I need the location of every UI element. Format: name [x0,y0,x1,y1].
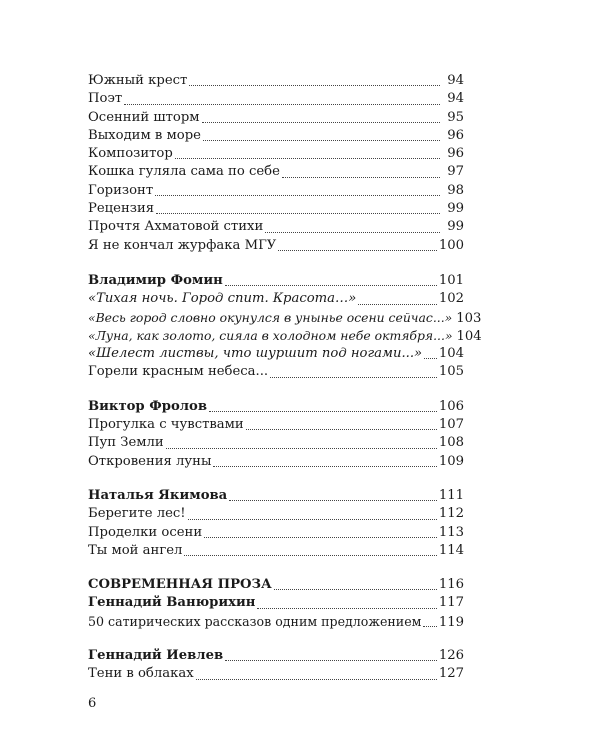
toc-entry-gorizont[interactable] [88,182,464,200]
toc-entry-page: 94 [447,91,464,107]
leader-dots [184,554,436,556]
toc-entry-retsenziya[interactable] [88,200,464,218]
toc-entry-tikhaya-noch[interactable] [88,290,464,308]
toc-entry-page: 101 [438,272,464,288]
toc-entry-title: Наталья Якимова [88,487,228,503]
toc-entry-50-rasskazov[interactable] [88,613,464,631]
toc-entry-page: 95 [447,109,464,125]
leader-dots [424,357,437,359]
leader-dots [229,499,437,501]
toc-entry-title: Горели красным небеса... [88,364,269,380]
toc-entry-title: Южный крест [88,73,188,88]
toc-entry-shelest[interactable] [88,345,464,363]
toc-entry-title: Откровения луны [88,453,212,469]
leader-dots [188,518,437,520]
section-gap [88,255,464,272]
toc-author-vanyurikhin[interactable] [88,594,464,612]
toc-entry-page: 97 [447,164,464,180]
leader-dots [225,284,437,286]
leader-dots [282,176,440,178]
toc-entry-title: Осенний шторм [88,109,200,125]
leader-dots [423,625,436,627]
toc-entry-ves-gorod[interactable] [88,309,482,327]
toc-entry-vykhodim-v-more[interactable] [88,127,464,145]
leader-dots [274,588,437,590]
leader-dots [202,121,440,123]
toc-entry-title: Тени в облаках [88,666,194,682]
leader-dots [124,103,440,105]
toc-entry-title: Прочтя Ахматовой стихи [88,219,264,235]
toc-entry-page: 112 [438,506,464,522]
toc-entry-title: Виктор Фролов [88,398,208,414]
toc-entry-page: 103 [456,310,482,326]
leader-dots [278,249,437,251]
toc-entry-page: 119 [438,614,464,630]
toc-entry-luna[interactable] [88,327,482,345]
toc-entry-title: Ты мой ангел [88,542,183,558]
toc-entry-page: 106 [438,398,464,414]
toc-entry-koshka[interactable] [88,163,464,181]
toc-entry-title: Рецензия [88,201,155,217]
toc-entry-osenniy-shtorm[interactable] [88,109,464,127]
leader-dots [204,536,437,538]
toc-entry-page: 94 [447,73,464,88]
toc-entry-page: 113 [438,524,464,540]
toc-entry-page: 100 [438,237,464,253]
toc-entry-page: 102 [438,291,464,307]
toc-entry-prochtya[interactable] [88,218,464,236]
toc-entry-page: 98 [447,182,464,198]
toc-entry-title: Кошка гуляла сама по себе [88,164,280,180]
toc-entry-page: 104 [438,346,464,362]
toc-entry-page: 109 [438,453,464,469]
toc-entry-kompozitor[interactable] [88,145,464,163]
toc-entry-pup-zemli[interactable] [88,434,464,452]
toc-entry-title: Я не кончал журфака МГУ [88,237,277,253]
toc-entry-beregite-les[interactable] [88,505,464,523]
toc-entry-title: Пуп Земли [88,435,164,451]
leader-dots [203,139,440,141]
toc-entry-page: 111 [438,487,464,503]
toc-entry-title: Горизонт [88,182,154,198]
toc-entry-otkroveniya[interactable] [88,453,464,471]
toc-entry-title: «Луна, как золото, сияла в холодном небе октября...» [88,327,453,343]
leader-dots [225,659,437,661]
toc-entry-title: Проделки осени [88,524,203,540]
toc-entry-poet[interactable] [88,90,464,108]
toc-entry-title: Прогулка с чувствами [88,417,244,433]
toc-author-frolov[interactable] [88,398,464,416]
toc-entry-prodelki-oseni[interactable] [88,524,464,542]
leader-dots [265,231,440,233]
leader-dots [156,212,440,214]
toc-author-yakimova[interactable] [88,487,464,505]
toc-entry-page: 107 [438,417,464,433]
toc-entry-title: «Шелест листвы, что шуршит под ногами...» [88,346,423,362]
leader-dots [358,303,437,305]
page-number: 6 [88,696,97,711]
leader-dots [175,157,440,159]
toc-entry-page: 99 [447,201,464,217]
leader-dots [166,447,437,449]
toc-entry-page: 117 [438,595,464,611]
section-gap [88,631,464,647]
toc-entry-title: Берегите лес! [88,506,186,522]
toc-entry-title: «Весь город словно окунулся в унынье осени сейчас...» [88,309,453,325]
toc-entry-page: 127 [438,666,464,682]
toc-entry-page: 104 [456,328,482,344]
toc-entry-page: 108 [438,435,464,451]
toc-entry-page: 116 [438,577,464,593]
toc-entry-zhurfak[interactable] [88,237,464,255]
toc-entry-title: Поэт [88,91,123,107]
toc-entry-page: 126 [438,648,464,664]
leader-dots [213,465,436,467]
toc-entry-page: 105 [438,364,464,380]
section-gap [88,560,464,576]
toc-entry-title: Композитор [88,146,173,162]
toc-entry-title: Выходим в море [88,127,201,143]
toc-entry-page: 96 [447,146,464,162]
leader-dots [246,428,437,430]
toc-entry-ty-moy-angel[interactable] [88,542,464,560]
leader-dots [155,194,440,196]
leader-dots [196,678,437,680]
toc-entry-goreli[interactable] [88,363,464,381]
toc-entry-title: Геннадий Иевлев [88,648,224,664]
toc-author-fomin[interactable] [88,272,464,290]
leader-dots [270,376,437,378]
toc-entry-progulka[interactable] [88,416,464,434]
toc-section-sovremennaya-proza[interactable] [88,576,464,594]
toc-entry-page: 99 [447,219,464,235]
toc-entry-yuzhny-krest[interactable] [88,72,464,90]
leader-dots [209,410,437,412]
toc-entry-title: СОВРЕМЕННАЯ ПРОЗА [88,577,272,593]
toc-entry-page: 114 [438,542,464,558]
toc-entry-title: Геннадий Ванюрихин [88,595,256,611]
leader-dots [189,84,440,86]
section-gap [88,471,464,487]
table-of-contents [88,72,482,684]
leader-dots [257,607,436,609]
toc-author-ievlev[interactable] [88,647,464,665]
section-gap [88,382,464,398]
toc-entry-title: Владимир Фомин [88,272,223,288]
toc-entry-title: «Тихая ночь. Город спит. Красота…» [88,291,357,307]
toc-entry-title: 50 сатирических рассказов одним предложением [88,613,422,629]
toc-entry-page: 96 [447,127,464,143]
toc-entry-teni-v-oblakakh[interactable] [88,665,464,683]
